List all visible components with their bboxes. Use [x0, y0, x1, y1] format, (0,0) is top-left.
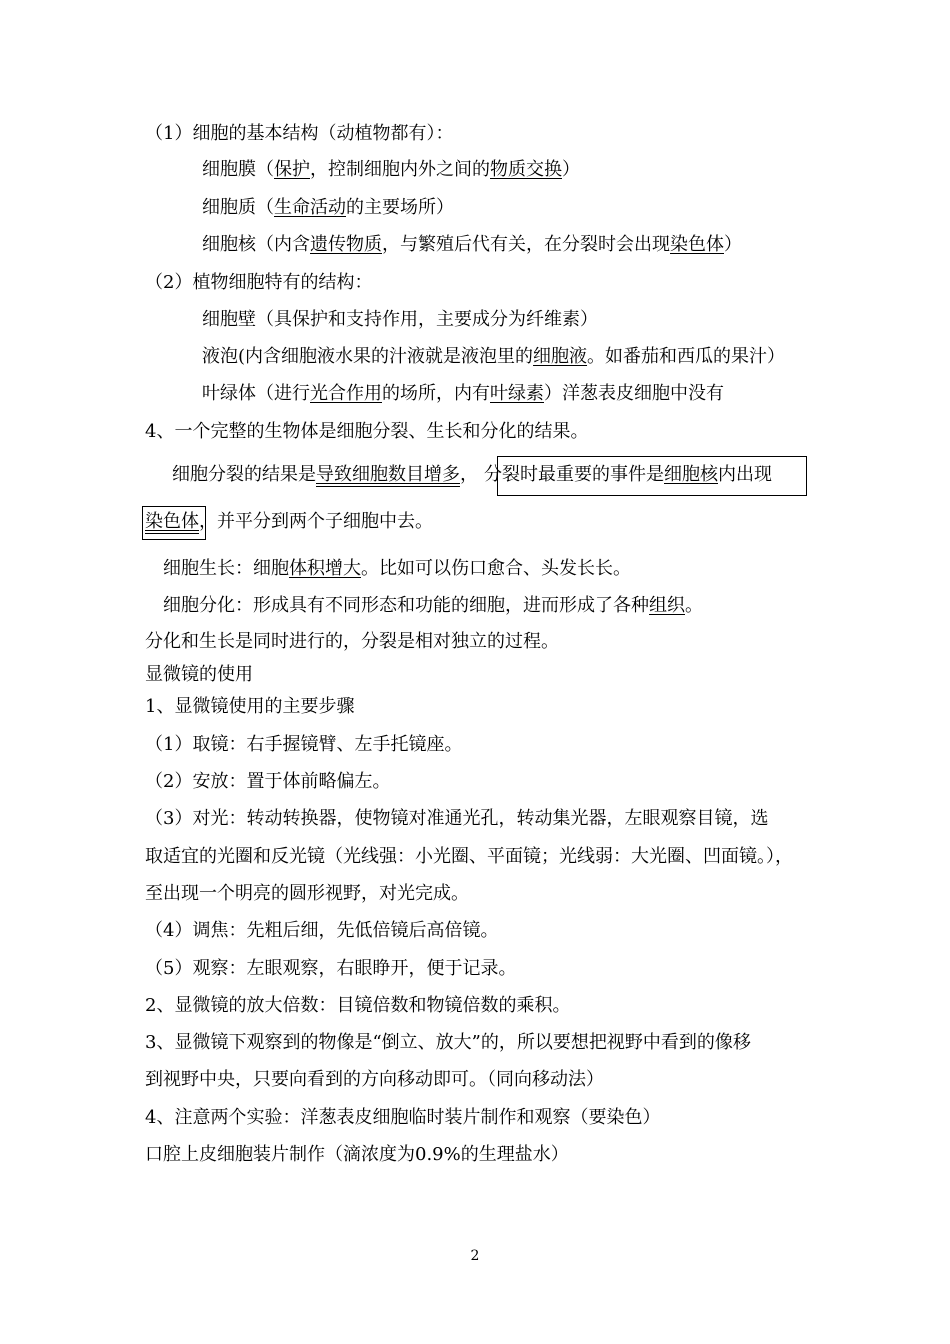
- underlined-term: 遗传物质: [310, 234, 382, 255]
- text: 液泡(内含细胞液水果的汁液就是液泡里的: [202, 346, 534, 367]
- line-cell-growth: [163, 557, 631, 581]
- text: 内出现: [718, 464, 772, 485]
- text: ）: [724, 234, 742, 255]
- line-two-experiments: 4、注意两个实验：洋葱表皮细胞临时装片制作和观察（要染色）: [145, 1107, 661, 1128]
- line-step-3-end: 至出现一个明亮的圆形视野，对光完成。: [145, 883, 469, 904]
- text: 细胞分化：形成具有不同形态和功能的细胞，进而形成了各种: [163, 595, 649, 616]
- line-complete-organism: 4、一个完整的生物体是细胞分裂、生长和分化的结果。: [145, 421, 589, 442]
- underlined-term: 体积增大: [289, 558, 361, 579]
- page-number: 2: [470, 1248, 480, 1264]
- text: 细胞分裂的结果是: [172, 464, 316, 485]
- underlined-term: 染色体: [670, 234, 724, 255]
- boxed-text: 分裂时最重要的事件是: [484, 464, 664, 485]
- underlined-term: 保护: [274, 159, 310, 180]
- underlined-term: 叶绿素: [490, 383, 544, 404]
- text: 细胞膜（: [202, 159, 274, 180]
- underlined-term: 组织: [649, 595, 685, 616]
- text: 的主要场所）: [346, 197, 454, 218]
- text: 的场所，内有: [382, 383, 490, 404]
- underlined-term: 导致细胞数目增多: [316, 464, 460, 485]
- line-cell-differentiation: [163, 594, 703, 618]
- line-step-1: （1）取镜：右手握镜臂、左手托镜座。: [145, 734, 463, 755]
- text: 细胞质（: [202, 197, 274, 218]
- line-image-inverted-cont: 到视野中央，只要向看到的方向移动即可。（同向移动法）: [145, 1069, 604, 1090]
- text: 。: [685, 595, 703, 616]
- line-step-3: （3）对光：转动转换器，使物镜对准通光孔，转动集光器，左眼观察目镜，选: [145, 808, 769, 829]
- line-magnification: 2、显微镜的放大倍数：目镜倍数和物镜倍数的乘积。: [145, 995, 571, 1016]
- underlined-term: 细胞核: [664, 464, 718, 485]
- underlined-term: 光合作用: [310, 383, 382, 404]
- line-cell-division: [172, 463, 772, 487]
- line-step-3-cont: 取适宜的光圈和反光镜（光线强：小光圈、平面镜；光线弱：大光圈、凹面镜。），: [145, 846, 793, 867]
- line-nucleus: [202, 233, 742, 257]
- underlined-term: 物质交换: [490, 159, 562, 180]
- text: ，与繁殖后代有关，在分裂时会出现: [382, 234, 670, 255]
- line-plant-cell-structures: （2）植物细胞特有的结构：: [145, 272, 373, 293]
- line-step-5: （5）观察：左眼观察，右眼睁开，便于记录。: [145, 958, 517, 979]
- text: 细胞生长：细胞: [163, 558, 289, 579]
- underlined-term: 细胞液: [533, 346, 588, 367]
- line-oral-epithelium: 口腔上皮细胞装片制作（滴浓度为0.9%的生理盐水）: [145, 1144, 569, 1165]
- line-main-steps: 1、显微镜使用的主要步骤: [145, 696, 355, 717]
- line-cytoplasm: [202, 196, 454, 220]
- line-step-4: （4）调焦：先粗后细，先低倍镜后高倍镜。: [145, 920, 499, 941]
- text: 。如番茄和西瓜的果汁）: [587, 346, 786, 367]
- line-differentiation-growth: 分化和生长是同时进行的，分裂是相对独立的过程。: [145, 631, 559, 652]
- text: ）洋葱表皮细胞中没有: [544, 383, 724, 404]
- line-image-inverted: 3、显微镜下观察到的物像是“倒立、放大”的，所以要想把视野中看到的像移: [145, 1032, 751, 1053]
- line-vacuole: [202, 345, 785, 369]
- line-chloroplast: [202, 382, 724, 406]
- text: 。比如可以伤口愈合、头发长长。: [361, 558, 631, 579]
- text: ，并平分到两个子细胞中去。: [199, 511, 433, 532]
- underlined-term: 染色体: [145, 511, 199, 532]
- line-cell-basic-structure: （1）细胞的基本结构（动植物都有）：: [145, 123, 454, 144]
- text: ，: [460, 464, 478, 485]
- line-cell-wall: 细胞壁（具保护和支持作用，主要成分为纤维素）: [202, 309, 598, 330]
- text: ）: [562, 159, 580, 180]
- underlined-term: 生命活动: [274, 197, 346, 218]
- line-step-2: （2）安放：置于体前略偏左。: [145, 771, 391, 792]
- line-chromosome-division: [145, 510, 433, 534]
- text: ，控制细胞内外之间的: [310, 159, 490, 180]
- text: 细胞核（内含: [202, 234, 310, 255]
- section-heading-microscope: 显微镜的使用: [145, 664, 253, 685]
- line-cell-membrane: [202, 158, 580, 182]
- text: 叶绿体（进行: [202, 383, 310, 404]
